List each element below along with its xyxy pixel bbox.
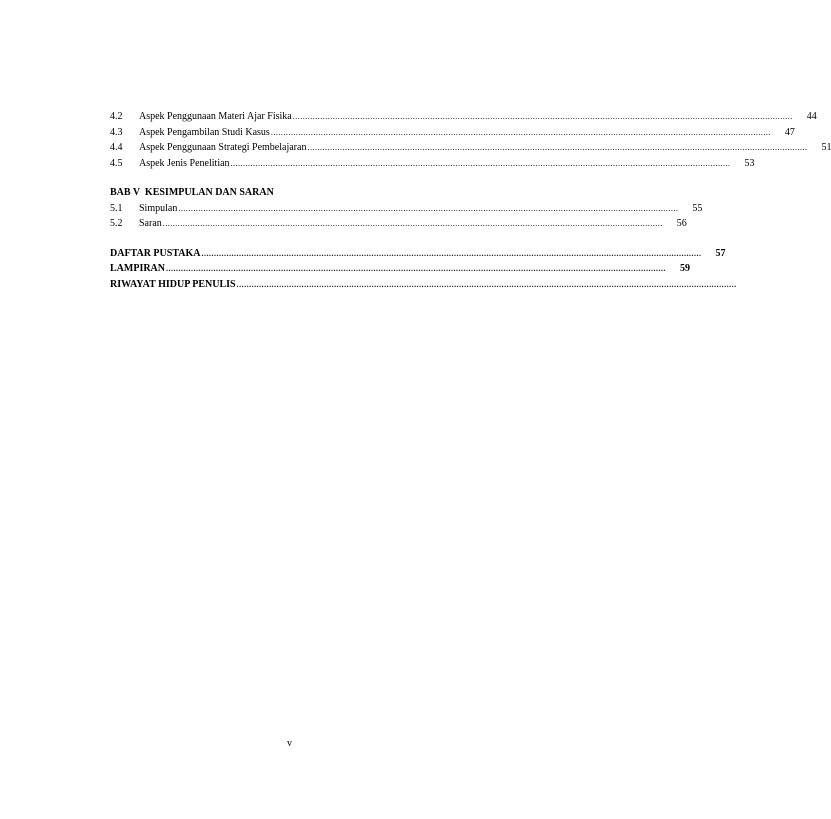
toc-entry-number: 4.5 <box>110 157 123 169</box>
toc-dot-leader: ........................................................................................................................................................................................................ <box>292 112 793 121</box>
toc-entry-title: Aspek Penggunaan Strategi Pembelajaran <box>139 142 307 153</box>
page-number: v <box>287 738 292 749</box>
toc-entry <box>110 201 703 217</box>
toc-entry-lampiran <box>110 261 690 277</box>
toc-entry-page: 56 <box>676 218 687 229</box>
toc-entry <box>110 216 687 232</box>
toc-entry-page: 55 <box>692 202 703 214</box>
toc-entry <box>110 109 817 125</box>
toc-dot-leader: ........................................................................................................................................................................................................ <box>201 248 702 258</box>
toc-dot-leader: ........................................................................................................................................................................................................ <box>166 264 666 273</box>
toc-entry-title: Saran <box>139 218 162 229</box>
toc-entry-title: Aspek Pengambilan Studi Kasus <box>139 126 270 138</box>
toc-section-bab-4 <box>110 109 831 171</box>
toc-entry-daftar-pustaka <box>110 246 726 262</box>
toc-entry-number: 4.3 <box>110 126 123 138</box>
toc-dot-leader: ........................................................................................................................................................................................................ <box>307 143 808 152</box>
toc-entry-page: 53 <box>744 157 755 169</box>
section-spacer <box>110 232 504 246</box>
toc-entry-page: 57 <box>715 247 726 259</box>
toc-section-bab-5 <box>110 185 703 232</box>
toc-entry-title: Aspek Jenis Penelitian <box>139 157 230 169</box>
toc-entry-number: 4.2 <box>110 111 123 122</box>
toc-dot-leader: ........................................................................................................................................................................................................ <box>270 127 771 137</box>
toc-entry <box>110 156 755 172</box>
toc-chapter-heading: BAB V KESIMPULAN DAN SARAN <box>110 187 274 198</box>
toc-dot-leader: ........................................................................................................................................................................................................ <box>230 158 731 168</box>
toc-entry-page: 51 <box>821 142 831 153</box>
toc-entry-number: 4.4 <box>110 142 123 153</box>
toc-entry-page: 47 <box>784 126 795 138</box>
toc-entry-number: 5.1 <box>110 202 123 214</box>
toc-entry-title: LAMPIRAN <box>110 263 165 274</box>
toc-end-matter <box>110 246 737 293</box>
toc-dot-leader: ........................................................................................................................................................................................................ <box>162 219 663 228</box>
toc-dot-leader: ........................................................................................................................................................................................................ <box>236 279 737 289</box>
toc-entry-number: 5.2 <box>110 218 123 229</box>
section-spacer <box>110 171 504 185</box>
toc-dot-leader: ........................................................................................................................................................................................................ <box>178 203 679 213</box>
toc-entry-title: Simpulan <box>139 202 178 214</box>
toc-entry-title: RIWAYAT HIDUP PENULIS <box>110 278 236 290</box>
toc-entry-title: Aspek Penggunaan Materi Ajar Fisika <box>139 111 292 122</box>
toc-entry-page: 59 <box>680 263 690 274</box>
toc-entry <box>110 140 831 156</box>
toc-entry-page: 44 <box>806 111 817 122</box>
table-of-contents <box>110 109 831 292</box>
toc-entry <box>110 125 795 141</box>
toc-entry-title: DAFTAR PUSTAKA <box>110 247 201 259</box>
toc-entry-riwayat-hidup <box>110 277 737 293</box>
